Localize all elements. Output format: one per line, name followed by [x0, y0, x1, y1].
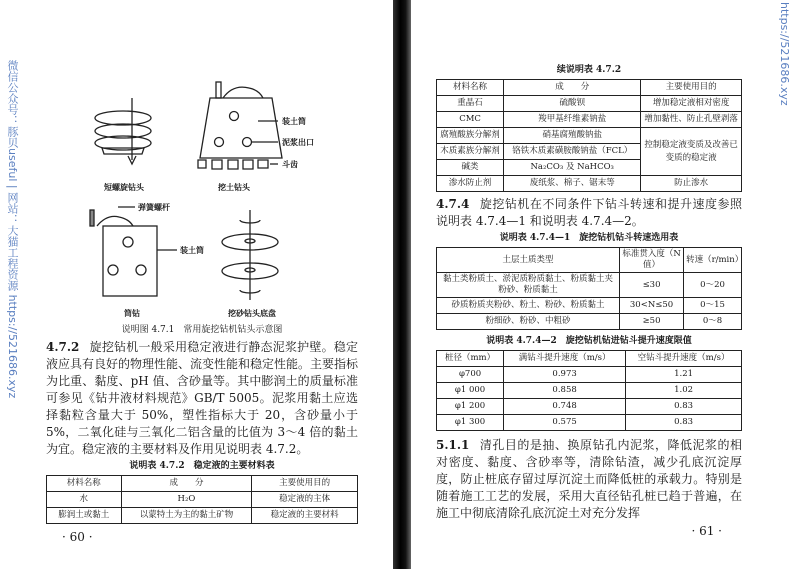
book-spine: [393, 0, 411, 569]
label-soil-bucket-2: 装土筒: [180, 245, 204, 255]
col-header: 转速（r/min）: [684, 248, 742, 273]
col-header: 主要使用目的: [252, 476, 358, 492]
section-number: 4.7.4: [436, 197, 470, 211]
col-header: 标准贯入度（N 值）: [620, 248, 684, 273]
table-row: φ1 300 0.575 0.83: [437, 415, 742, 431]
section-number: 4.7.2: [46, 340, 80, 354]
lifting-speed-table: [436, 350, 742, 431]
col-header: 成 分: [121, 476, 252, 492]
col-header: 材料名称: [437, 80, 504, 96]
section-4-7-4: [436, 196, 742, 230]
label-mud-outlet: 泥浆出口: [282, 137, 314, 147]
col-header: 空钻斗提升速度（m/s）: [626, 351, 742, 367]
label-spring-screw: 弹簧螺杆: [138, 202, 170, 212]
right-page: [436, 62, 742, 538]
rotation-speed-table: [436, 247, 742, 330]
section-text: 旋挖钻机在不同条件下钻斗转速和提升速度参照说明表 4.7.4—1 和说明表 4.7.4—2。: [436, 197, 742, 228]
table1-caption: 续说明表 4.7.2: [556, 65, 622, 75]
watermark-right: https://521686.xyz: [778, 2, 791, 106]
table-row: 粉细砂、粉砂、中粗砂 ≥50 0～8: [437, 314, 742, 330]
col-header: 土层土质类型: [437, 248, 620, 273]
watermark-left: 微信公众号：豚贝useful | 网站：大猫工程资源 https://521686.xyz: [6, 60, 19, 399]
table-row: 黏土类粉质土、淤泥质粉质黏土、粉质黏土夹粉砂、粉质黏土 ≤30 0～20: [437, 273, 742, 298]
table3-caption: 说明表 4.7.4—2 旋挖钻机钻进钻斗提升速度限值: [486, 336, 692, 346]
table-row: CMC 羧甲基纤维素钠盐 增加黏性、防止孔壁剥落: [437, 112, 742, 128]
materials-table: [46, 475, 358, 524]
page-number-left: · 60 ·: [62, 530, 93, 544]
label-soil-bucket: 装土筒: [282, 116, 306, 126]
table-row: 膨润土或黏土 以蒙特土为主的黏土矿物 稳定液的主要材料: [47, 508, 358, 524]
section-number: 5.1.1: [436, 438, 470, 452]
barrel-bit-drawing: [90, 207, 177, 296]
table-row: 渗水防止剂 废纸浆、棉子、锯末等 防止渗水: [437, 176, 742, 192]
table-row: φ1 200 0.748 0.83: [437, 399, 742, 415]
table-row: φ700 0.973 1.21: [437, 367, 742, 383]
section-text: 清孔目的是抽、换原钻孔内泥浆，降低泥浆的相对密度、黏度、含砂率等，清除钻渣，减少孔底沉淀厚度，防止桩底存留过厚沉淀土而降低桩的承载力。特别是随着施工工艺的发展，采用大直径钻孔桩已趋于普遍，在施工中彻底清除孔底沉淀土对充分发挥: [436, 438, 742, 520]
table-row: 水 H₂O 稳定液的主体: [47, 492, 358, 508]
col-header: 满钻斗提升速度（m/s）: [504, 351, 626, 367]
label-sand-bit: 挖砂钻头底盘: [228, 308, 276, 318]
table-row: 砂质粉质夹粉砂、粉土、粉砂、粉质黏土 30<N≤50 0～15: [437, 298, 742, 314]
col-header: 材料名称: [47, 476, 122, 492]
short-auger-drawing: [95, 98, 151, 164]
sand-bit-drawing: [222, 210, 278, 300]
materials-table-continued: [436, 79, 742, 192]
table-row: φ1 000 0.858 1.02: [437, 383, 742, 399]
figure-caption: 说明图 4.7.1 常用旋挖钻机钻头示意图: [121, 325, 283, 335]
page-number-right: · 61 ·: [691, 524, 722, 538]
section-text: 旋挖钻机一般采用稳定液进行静态泥浆护壁。稳定液应具有良好的物理性能、流变性能和稳定性能。主要指标为比重、黏度、pH 值、含砂量等。其中膨润土的质量标准可参见《钻井液材料规范》GB/T 5005。泥浆用黏土应选择黏粒含量大于 50%，塑性指标大于 20，含砂量小于 5%，二氧化硅与三氧化二铝含量的比值为 3～4 倍的黏土为宜。稳定液的主要材料及作用见说明表 4.7.2。: [46, 340, 359, 456]
figure-area: [46, 60, 358, 322]
table-caption: 说明表 4.7.2 稳定液的主要材料表: [129, 461, 275, 471]
section-4-7-2: [46, 339, 358, 458]
table-row: 重晶石 硫酸钡 增加稳定液相对密度: [437, 96, 742, 112]
label-bucket-teeth: 斗齿: [282, 159, 298, 169]
table2-caption: 说明表 4.7.4—1 旋挖钻机钻斗转速选用表: [499, 233, 679, 243]
table-row: 木质素族分解剂 铬铁木质素磺胺酸钠盐（FCL）: [437, 144, 742, 160]
digging-bit-drawing: [198, 82, 282, 169]
label-digging-bit: 挖土钻头: [218, 182, 250, 192]
table-row: 碱类 Na₂CO₃ 及 NaHCO₃: [437, 160, 742, 176]
col-header: 成 分: [504, 80, 641, 96]
col-header: 主要使用目的: [641, 80, 742, 96]
left-page: [46, 60, 358, 544]
table-row: 腐殖酸族分解剂 硝基腐殖酸钠盐 控制稳定液变质及改善已变质的稳定液: [437, 128, 742, 144]
label-barrel-bit: 筒钻: [124, 308, 140, 318]
col-header: 桩径（mm）: [437, 351, 504, 367]
section-5-1-1: [436, 437, 742, 522]
label-short-auger: 短螺旋钻头: [104, 182, 144, 192]
